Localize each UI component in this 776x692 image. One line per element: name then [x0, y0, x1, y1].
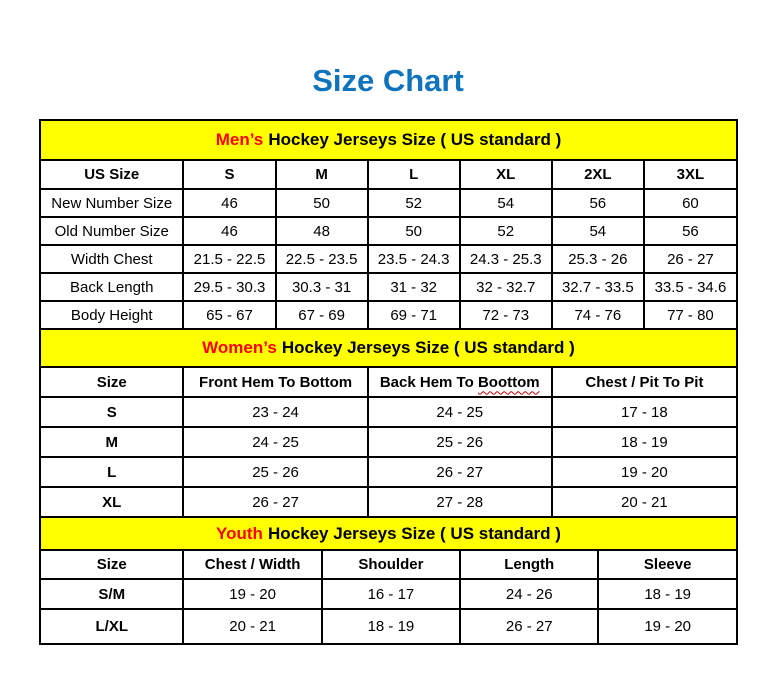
- womens-label-highlight: Women’s: [202, 338, 277, 357]
- cell: 31 - 32: [368, 273, 460, 301]
- row-label: Old Number Size: [41, 217, 183, 245]
- column-header: Length: [460, 551, 598, 579]
- column-header: Size: [41, 368, 183, 397]
- cell: 27 - 28: [368, 487, 552, 516]
- row-label: M: [41, 427, 183, 457]
- column-header: Shoulder: [322, 551, 460, 579]
- cell: 26 - 27: [460, 609, 598, 643]
- cell: 30.3 - 31: [276, 273, 368, 301]
- cell: 69 - 71: [368, 301, 460, 328]
- cell: 50: [368, 217, 460, 245]
- row-label: Width Chest: [41, 245, 183, 273]
- womens-label-rest: Hockey Jerseys Size ( US standard ): [281, 338, 575, 357]
- cell: 26 - 27: [644, 245, 736, 273]
- cell: 74 - 76: [552, 301, 644, 328]
- cell: 26 - 27: [183, 487, 367, 516]
- table-header-row: [41, 368, 736, 397]
- row-label: XL: [41, 487, 183, 516]
- cell: 77 - 80: [644, 301, 736, 328]
- column-header: Sleeve: [598, 551, 736, 579]
- column-header: 2XL: [552, 161, 644, 189]
- cell: 56: [552, 189, 644, 217]
- column-header: Chest / Pit To Pit: [552, 368, 736, 397]
- page-title: Size Chart: [312, 63, 464, 98]
- cell: 46: [183, 217, 275, 245]
- cell: 25.3 - 26: [552, 245, 644, 273]
- row-label: S/M: [41, 579, 183, 609]
- row-label: L/XL: [41, 609, 183, 643]
- column-header: US Size: [41, 161, 183, 189]
- column-header: [368, 368, 552, 397]
- cell: 48: [276, 217, 368, 245]
- cell: 21.5 - 22.5: [183, 245, 275, 273]
- cell: 25 - 26: [368, 427, 552, 457]
- cell: 16 - 17: [322, 579, 460, 609]
- table-row: [41, 217, 736, 245]
- cell: 25 - 26: [183, 457, 367, 487]
- cell: 24 - 25: [183, 427, 367, 457]
- youth-size-table: [41, 551, 736, 643]
- cell: 18 - 19: [598, 579, 736, 609]
- table-row: [41, 487, 736, 516]
- cell: 19 - 20: [183, 579, 321, 609]
- youth-label-highlight: Youth: [216, 524, 263, 543]
- column-header-text: Back Hem To: [379, 373, 474, 391]
- cell: 32.7 - 33.5: [552, 273, 644, 301]
- row-label: Back Length: [41, 273, 183, 301]
- table-header-row: [41, 551, 736, 579]
- youth-label-rest: Hockey Jerseys Size ( US standard ): [268, 524, 561, 543]
- column-header: Front Hem To Bottom: [183, 368, 367, 397]
- mens-label-highlight: Men’s: [215, 130, 264, 149]
- row-label: L: [41, 457, 183, 487]
- column-header: Chest / Width: [183, 551, 321, 579]
- column-header: Size: [41, 551, 183, 579]
- table-row: [41, 609, 736, 643]
- table-row: [41, 245, 736, 273]
- cell: 23.5 - 24.3: [368, 245, 460, 273]
- cell: 22.5 - 23.5: [276, 245, 368, 273]
- cell: 33.5 - 34.6: [644, 273, 736, 301]
- youth-section-header: [41, 516, 736, 551]
- table-header-row: [41, 161, 736, 189]
- cell: 17 - 18: [552, 397, 736, 427]
- size-chart-container: [39, 119, 738, 645]
- cell: 54: [460, 189, 552, 217]
- row-label: New Number Size: [41, 189, 183, 217]
- cell: 26 - 27: [368, 457, 552, 487]
- table-row: [41, 301, 736, 328]
- row-label: S: [41, 397, 183, 427]
- table-row: [41, 273, 736, 301]
- womens-size-table: [41, 368, 736, 516]
- cell: 29.5 - 30.3: [183, 273, 275, 301]
- column-header: S: [183, 161, 275, 189]
- column-header: M: [276, 161, 368, 189]
- table-row: [41, 457, 736, 487]
- cell: 24 - 26: [460, 579, 598, 609]
- cell: 72 - 73: [460, 301, 552, 328]
- table-row: [41, 397, 736, 427]
- womens-section-header: [41, 328, 736, 368]
- cell: 19 - 20: [598, 609, 736, 643]
- column-header: XL: [460, 161, 552, 189]
- row-label: Body Height: [41, 301, 183, 328]
- cell: 67 - 69: [276, 301, 368, 328]
- table-row: [41, 189, 736, 217]
- mens-size-table: [41, 161, 736, 328]
- column-header: 3XL: [644, 161, 736, 189]
- cell: 18 - 19: [552, 427, 736, 457]
- cell: 52: [460, 217, 552, 245]
- cell: 52: [368, 189, 460, 217]
- misspelled-word: Boottom: [477, 373, 540, 391]
- cell: 60: [644, 189, 736, 217]
- cell: 50: [276, 189, 368, 217]
- cell: 46: [183, 189, 275, 217]
- table-row: [41, 427, 736, 457]
- cell: 32 - 32.7: [460, 273, 552, 301]
- cell: 23 - 24: [183, 397, 367, 427]
- cell: 24 - 25: [368, 397, 552, 427]
- cell: 54: [552, 217, 644, 245]
- cell: 65 - 67: [183, 301, 275, 328]
- cell: 18 - 19: [322, 609, 460, 643]
- mens-section-header: [41, 121, 736, 161]
- column-header: L: [368, 161, 460, 189]
- cell: 20 - 21: [552, 487, 736, 516]
- cell: 19 - 20: [552, 457, 736, 487]
- cell: 24.3 - 25.3: [460, 245, 552, 273]
- table-row: [41, 579, 736, 609]
- cell: 20 - 21: [183, 609, 321, 643]
- cell: 56: [644, 217, 736, 245]
- mens-label-rest: Hockey Jerseys Size ( US standard ): [268, 130, 562, 149]
